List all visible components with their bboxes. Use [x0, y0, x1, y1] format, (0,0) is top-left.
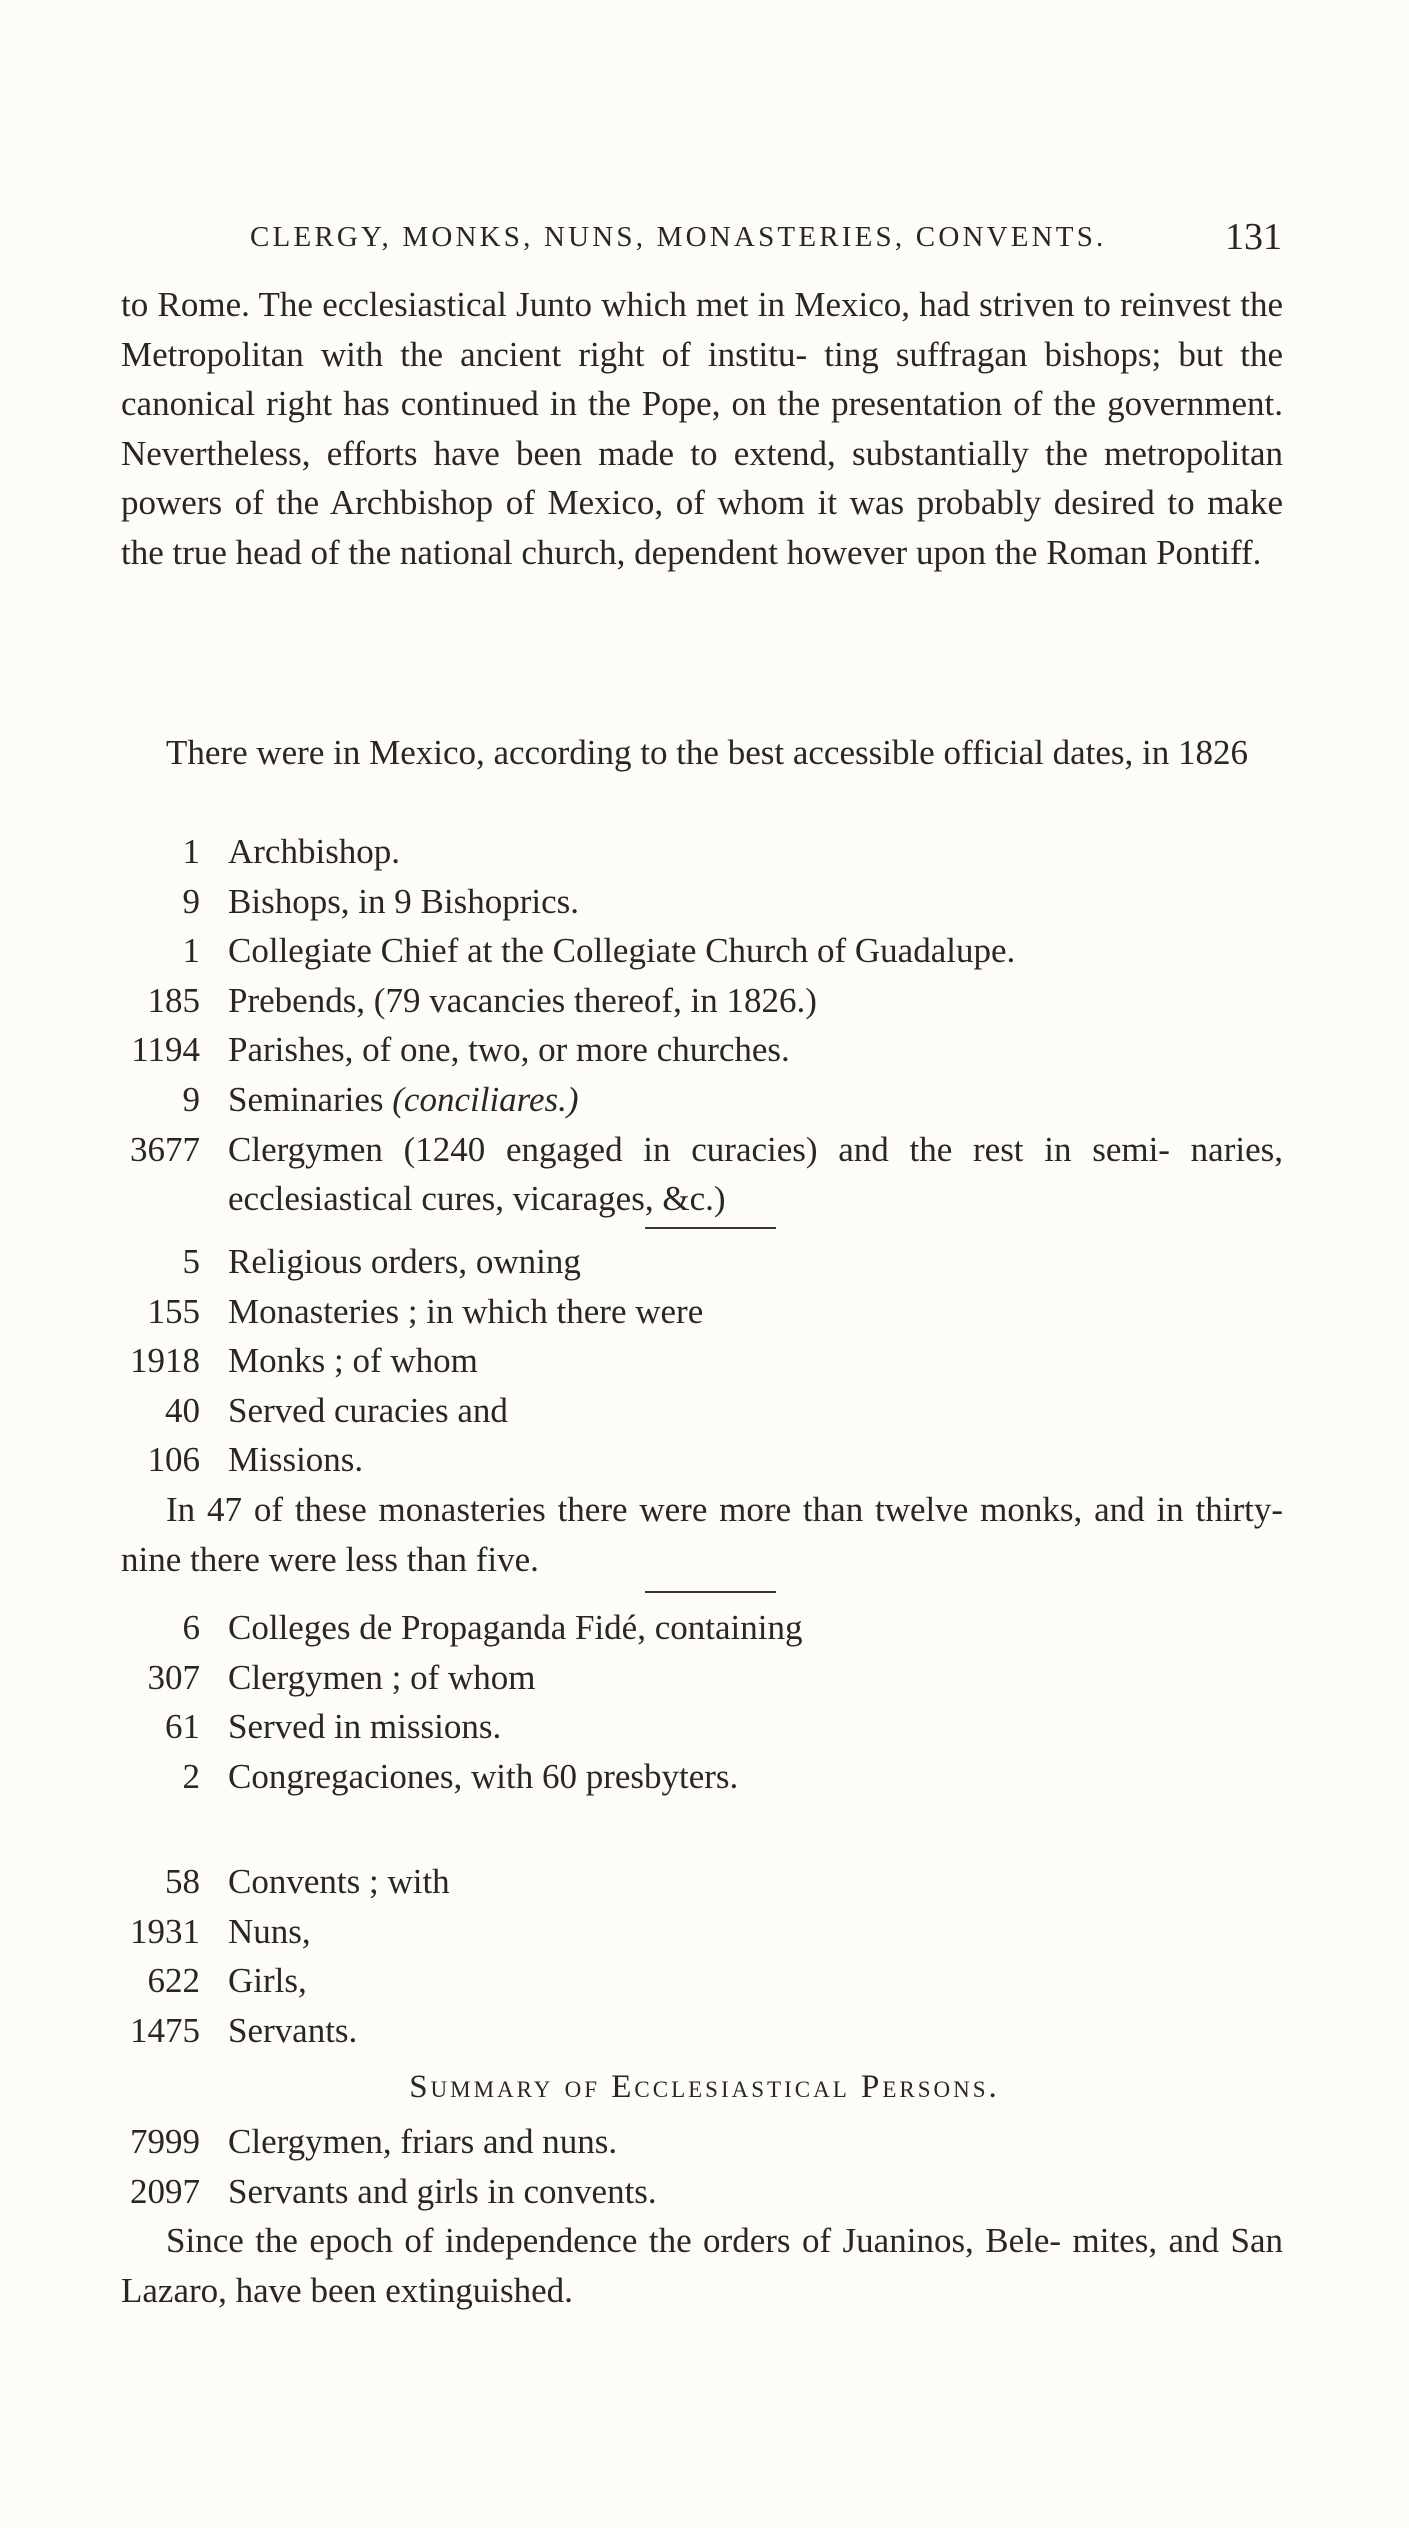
item-text: Served curacies and	[228, 1390, 508, 1430]
item-text-wrapper	[228, 1075, 1283, 1125]
item-count: 6	[182, 1608, 200, 1647]
item-text: Girls,	[228, 1961, 307, 2001]
item-count: 61	[165, 1707, 200, 1747]
item-text: Clergymen ; of whom	[228, 1657, 536, 1697]
item-count: 9	[182, 1079, 200, 1119]
list-item	[0, 926, 1409, 976]
closing-paragraph: Since the epoch of independence the orders of Juaninos, Bele- mites, and San Lazaro, have been extinguished.	[121, 2221, 1283, 2310]
item-text: Missions.	[228, 1440, 364, 1480]
list-item	[0, 2006, 1409, 2056]
item-count: 307	[147, 1657, 200, 1697]
item-count: 7999	[130, 2122, 200, 2161]
list-item	[0, 827, 1409, 877]
item-count: 1194	[131, 1030, 200, 1070]
item-count: 1931	[130, 1911, 200, 1951]
item-count: 106	[147, 1440, 200, 1480]
item-text: Religious orders, owning	[228, 1242, 581, 1281]
list-item	[0, 877, 1409, 927]
item-text: Archbishop.	[228, 832, 401, 871]
list-item	[0, 1025, 1409, 1075]
list-item	[0, 2117, 1409, 2167]
intro-paragraph: to Rome. The ecclesiastical Junto which met in Mexico, had striven to reinvest the Metropolitan with the ancient right of institu- ting suffragan bishops; but the canonical right has continued in the Pope, on the presentation of the government. Nevertheless, efforts have been made to extend, substantially the metropolitan powers of the Archbishop of Mexico, of whom it was probably desired to make the true head of the national church, dependent however upon the Roman Pontiff.	[121, 285, 1283, 572]
item-text: Monasteries ; in which there were	[228, 1291, 704, 1331]
item-text: Servants and girls in convents.	[228, 2171, 657, 2211]
item-text: Bishops, in 9 Bishoprics.	[228, 881, 580, 921]
list-item	[0, 1125, 1409, 1224]
religious-orders-list	[0, 1237, 1409, 1485]
list-item	[0, 1336, 1409, 1386]
list-item	[0, 1287, 1409, 1337]
item-text: Servants.	[228, 2010, 358, 2050]
item-count: 5	[182, 1242, 200, 1281]
colleges-list	[0, 1603, 1409, 1801]
list-item	[0, 1435, 1409, 1485]
item-text: Monks ; of whom	[228, 1341, 478, 1381]
item-text: Clergymen (1240 engaged in curacies) and the rest in semi- naries, ecclesiastical cures, vicarages, &c.)	[228, 1129, 1283, 1219]
item-count: 3677	[130, 1129, 200, 1169]
list-item	[0, 1386, 1409, 1436]
item-text: Seminaries	[228, 1079, 384, 1119]
list-item	[0, 1702, 1409, 1752]
list-item	[0, 1857, 1409, 1907]
list-item	[0, 1907, 1409, 1957]
summary-list	[0, 2117, 1409, 2216]
item-count: 185	[147, 980, 200, 1020]
orders-note: In 47 of these monasteries there were more than twelve monks, and in thirty-nine there were less than five.	[121, 1490, 1283, 1579]
item-text: Convents ; with	[228, 1862, 450, 1901]
item-count: 40	[165, 1390, 200, 1430]
list-item	[0, 1237, 1409, 1287]
clergy-list	[0, 827, 1409, 1224]
item-text: Prebends, (79 vacancies thereof, in 1826.)	[228, 980, 817, 1020]
list-item	[0, 1956, 1409, 2006]
list-item	[0, 1603, 1409, 1653]
section-divider	[645, 1591, 776, 1593]
section-divider	[645, 1227, 776, 1229]
dates-paragraph: There were in Mexico, according to the best accessible official dates, in 1826	[166, 733, 1249, 772]
item-text-italic: (conciliares.)	[392, 1079, 579, 1119]
item-count: 9	[182, 881, 200, 921]
running-header	[250, 212, 1282, 262]
item-count: 2	[182, 1756, 200, 1796]
convents-list	[0, 1857, 1409, 2055]
item-count: 1475	[130, 2010, 200, 2050]
item-text: Clergymen, friars and nuns.	[228, 2122, 618, 2161]
item-count: 622	[147, 1961, 200, 2001]
list-item	[0, 976, 1409, 1026]
item-text: Congregaciones, with 60 presbyters.	[228, 1756, 739, 1796]
item-count: 1	[182, 832, 200, 871]
list-item	[0, 1075, 1409, 1125]
item-count: 2097	[130, 2171, 200, 2211]
item-count: 155	[147, 1291, 200, 1331]
item-text: Nuns,	[228, 1911, 311, 1951]
summary-heading	[0, 2062, 1409, 2112]
item-text: Served in missions.	[228, 1707, 502, 1747]
item-count: 1918	[130, 1341, 200, 1381]
item-count: 1	[182, 931, 200, 971]
running-title: CLERGY, MONKS, NUNS, MONASTERIES, CONVENTS.	[250, 221, 1107, 253]
item-text: Collegiate Chief at the Collegiate Church of Guadalupe.	[228, 931, 1016, 971]
item-text: Parishes, of one, two, or more churches.	[228, 1030, 790, 1070]
page-number: 131	[1225, 216, 1282, 258]
summary-heading-text: Summary of Ecclesiastical Persons.	[409, 2069, 1000, 2105]
item-count: 58	[165, 1862, 200, 1901]
item-text: Colleges de Propaganda Fidé, containing	[228, 1608, 803, 1647]
list-item	[0, 1653, 1409, 1703]
list-item	[0, 1752, 1409, 1802]
list-item	[0, 2167, 1409, 2217]
